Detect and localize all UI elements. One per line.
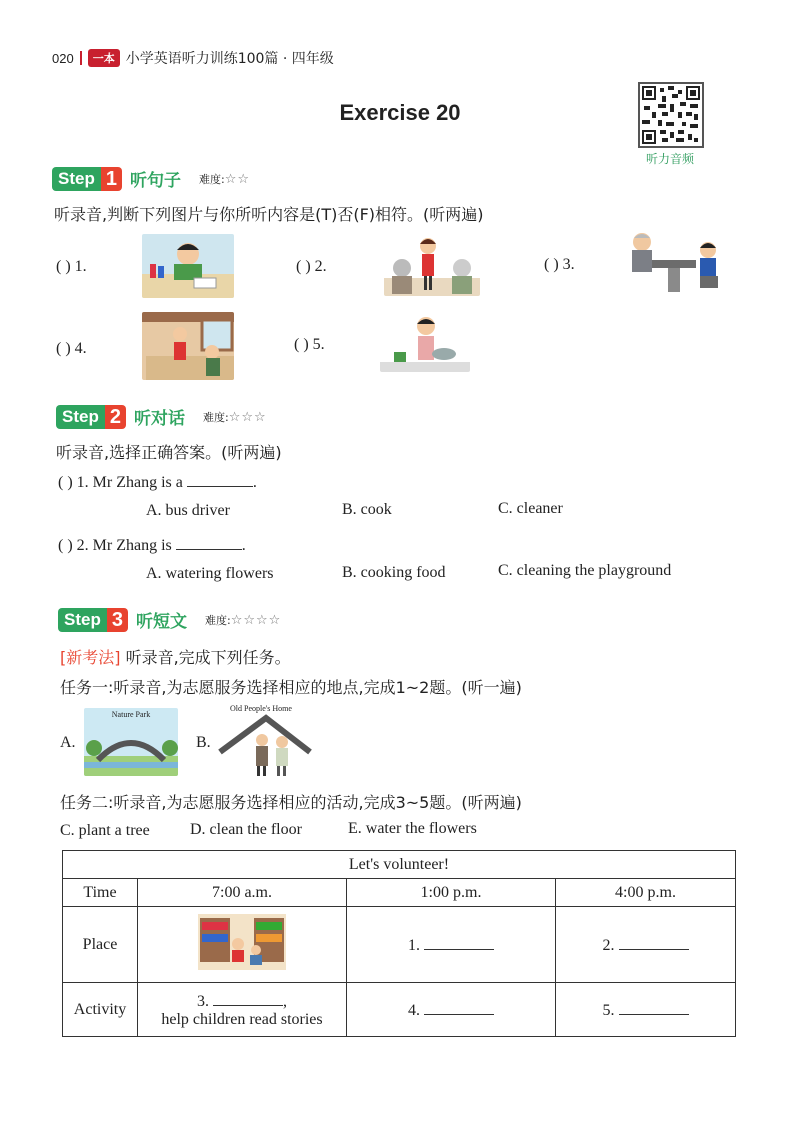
answer-blank[interactable] <box>187 472 253 487</box>
task1-text: 任务一:听录音,为志愿服务选择相应的地点,完成1~2题。(听一遍) <box>60 678 522 697</box>
item-number: 5. <box>312 336 325 353</box>
step3-name: 听短文 <box>135 612 187 632</box>
step3-difficulty: 难度:☆☆☆☆ <box>204 612 282 628</box>
step1-item-2 <box>296 258 327 276</box>
step2-question-1: ( ) 1. Mr Zhang is a . <box>58 474 257 491</box>
picture-kids-cleaning-window <box>142 312 234 380</box>
step2-stars: ☆☆☆ <box>228 409 267 425</box>
book-title: 小学英语听力训练100篇 · 四年级 <box>125 51 334 67</box>
task2-text: 任务二:听录音,为志愿服务选择相应的活动,完成3~5题。(听两遍) <box>60 793 522 812</box>
place-library-picture <box>138 907 347 983</box>
step1-difficulty: 难度:☆☆ <box>198 171 250 187</box>
activity-blank-4: 4. <box>347 983 556 1037</box>
page-header <box>52 48 334 68</box>
step2-difficulty: 难度:☆☆☆ <box>202 409 267 425</box>
item-number: 2. <box>314 258 327 275</box>
answer-blank[interactable] <box>213 991 283 1006</box>
step2-badge-word: Step <box>56 405 105 429</box>
header-divider <box>80 51 82 65</box>
step1-header <box>52 166 250 191</box>
answer-blank[interactable] <box>424 1000 494 1015</box>
step3-instruction: 听录音,完成下列任务。 <box>125 648 291 667</box>
activity-first-cell: 3. , help children read stories <box>138 983 347 1037</box>
activity-first-text: help children read stories <box>161 1010 323 1028</box>
answer-bracket[interactable]: ( ) <box>58 537 73 554</box>
answer-bracket[interactable]: ( ) <box>56 340 71 357</box>
answer-bracket[interactable]: ( ) <box>58 474 73 491</box>
step3-badge-num: 3 <box>107 608 128 632</box>
step2-header <box>56 404 267 429</box>
answer-bracket[interactable]: ( ) <box>544 256 559 273</box>
answer-blank[interactable] <box>176 535 242 550</box>
step1-badge-word: Step <box>52 167 101 191</box>
brand-logo: 一本 <box>88 49 120 67</box>
item-number: 1. <box>74 258 87 275</box>
picture-old-peoples-home <box>216 702 312 778</box>
step3-header <box>58 607 281 632</box>
step1-item-5 <box>294 336 325 354</box>
place-label: Place <box>63 907 138 983</box>
answer-blank[interactable] <box>619 935 689 950</box>
time-label: Time <box>63 879 138 907</box>
time-7am: 7:00 a.m. <box>138 879 347 907</box>
time-1pm: 1:00 p.m. <box>347 879 556 907</box>
volunteer-table <box>62 850 736 1037</box>
step1-stars: ☆☆ <box>224 171 250 187</box>
picture-nature-park <box>84 708 178 776</box>
step1-badge-num: 1 <box>101 167 122 191</box>
answer-blank[interactable] <box>619 1000 689 1015</box>
step2-instruction: 听录音,选择正确答案。(听两遍) <box>56 443 282 462</box>
step1-item-4 <box>56 340 87 358</box>
activity-blank-5: 5. <box>556 983 736 1037</box>
picture-girl-with-elders <box>384 234 480 296</box>
item-number: 3. <box>562 256 575 273</box>
table-title: Let's volunteer! <box>63 851 736 879</box>
place-a-letter: A. <box>60 734 76 751</box>
activity-c: C. plant a tree <box>60 822 150 839</box>
step3-instruction-line <box>60 645 291 668</box>
step3-stars: ☆☆☆☆ <box>230 612 282 628</box>
activity-e: E. water the flowers <box>348 820 477 837</box>
step2-badge <box>56 405 126 429</box>
new-method-tag: [新考法] <box>60 648 121 667</box>
place-b-letter: B. <box>196 734 211 751</box>
picture-library-reading <box>198 914 286 970</box>
picture-grandpa-chess <box>628 228 724 294</box>
place-blank-2: 2. <box>556 907 736 983</box>
page-number: 020 <box>52 50 74 66</box>
place-blank-1: 1. <box>347 907 556 983</box>
option-a[interactable]: A. bus driver <box>146 502 230 519</box>
step2-name: 听对话 <box>133 409 185 429</box>
time-4pm: 4:00 p.m. <box>556 879 736 907</box>
option-c[interactable]: C. cleaner <box>498 500 563 517</box>
answer-bracket[interactable]: ( ) <box>56 258 71 275</box>
nature-park-sign: Nature Park <box>111 710 151 719</box>
picture-boy-drawing <box>142 234 234 298</box>
qr-label: 听力音频 <box>645 152 694 166</box>
step1-item-3 <box>544 256 575 274</box>
answer-bracket[interactable]: ( ) <box>294 336 309 353</box>
activity-d: D. clean the floor <box>190 821 302 838</box>
step3-badge <box>58 608 128 632</box>
answer-blank[interactable] <box>424 935 494 950</box>
old-peoples-home-sign: Old People's Home <box>230 704 292 713</box>
option-b[interactable]: B. cook <box>342 501 392 518</box>
step3-badge-word: Step <box>58 608 107 632</box>
picture-woman-cooking <box>380 314 470 372</box>
option-b[interactable]: B. cooking food <box>342 564 446 581</box>
step1-name: 听句子 <box>129 171 181 191</box>
step2-badge-num: 2 <box>105 405 126 429</box>
activity-label: Activity <box>63 983 138 1037</box>
item-number: 4. <box>74 340 87 357</box>
step1-item-1 <box>56 258 87 276</box>
option-a[interactable]: A. watering flowers <box>146 565 274 582</box>
step2-question-2: ( ) 2. Mr Zhang is . <box>58 537 246 554</box>
step1-badge <box>52 167 122 191</box>
answer-bracket[interactable]: ( ) <box>296 258 311 275</box>
exercise-title: Exercise 20 <box>339 100 461 125</box>
qr-code-icon[interactable] <box>638 82 704 148</box>
step1-instruction: 听录音,判断下列图片与你所听内容是(T)否(F)相符。(听两遍) <box>54 205 484 224</box>
option-c[interactable]: C. cleaning the playground <box>498 562 672 579</box>
